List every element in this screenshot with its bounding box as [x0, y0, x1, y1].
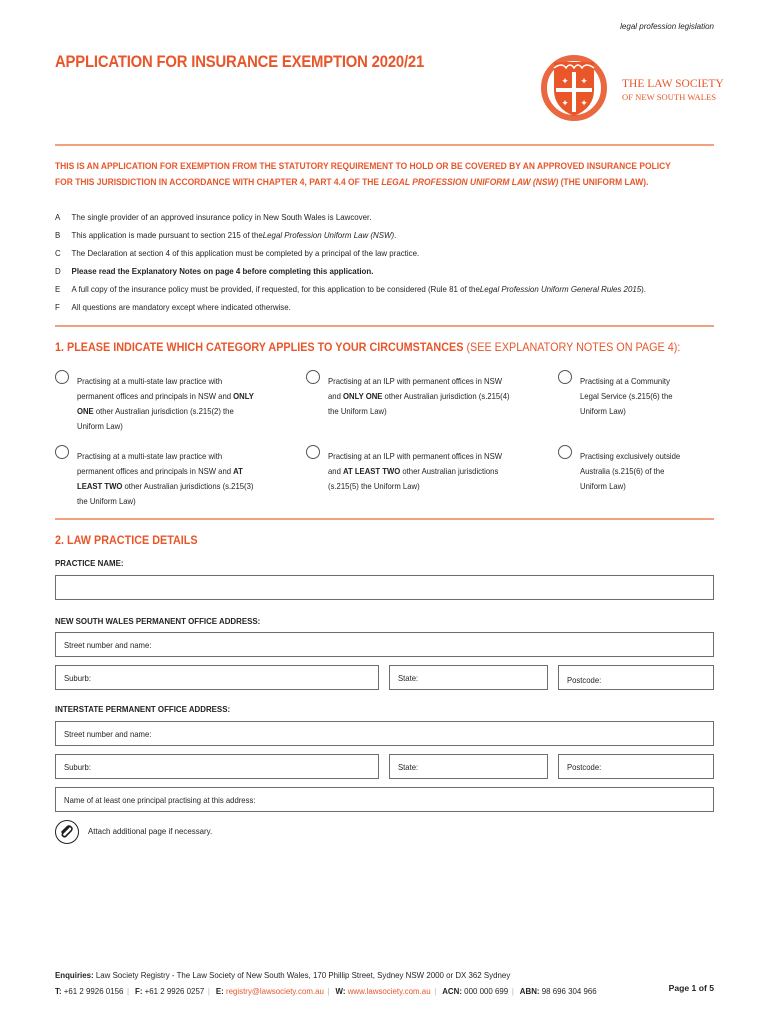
radio-button[interactable]	[558, 370, 572, 384]
option-label: Practising at an ILP with permanent offices in NSW and AT LEAST TWO other Australian jurisdictions (s.215(5) the Uniform Law)	[328, 451, 503, 491]
footer-contact-line: T: +61 2 9926 0156 | F: +61 2 9926 0257 | E: registry@lawsociety.com.au | W: www.lawsociety.com.au | ACN: 000 000 699 | ABN: 98 696 304 966	[55, 986, 597, 996]
principal-name-field[interactable]	[55, 787, 714, 812]
radio-button[interactable]	[55, 445, 69, 459]
interstate-street-field[interactable]	[55, 721, 714, 746]
note-a: A The single provider of an approved insurance policy in New South Wales is Lawcover.	[55, 212, 372, 222]
divider-top	[55, 144, 714, 146]
law-society-logo	[536, 54, 724, 124]
practice-name-label: PRACTICE NAME:	[55, 558, 124, 568]
crest-icon	[536, 54, 616, 124]
notes-list	[55, 208, 755, 316]
svg-text:✦: ✦	[561, 99, 569, 109]
paperclip-icon	[55, 820, 79, 844]
interstate-suburb-field[interactable]	[55, 754, 379, 779]
field-label: Suburb:	[64, 673, 91, 683]
header-tagline: legal profession legislation	[620, 22, 714, 31]
interstate-postcode-field[interactable]	[558, 754, 714, 779]
option-label: Practising at a multi-state law practice with permanent offices and principals in NSW and ONLY ONE other Australian jurisdiction (s.215(2) the Uniform Law)	[77, 376, 254, 431]
radio-button[interactable]	[306, 370, 320, 384]
section2-title: 2. LAW PRACTICE DETAILS	[55, 533, 198, 547]
intro-italic: LEGAL PROFESSION UNIFORM LAW (NSW)	[381, 177, 559, 187]
option-label: Practising at a Community Legal Service (s.215(6) the Uniform Law)	[580, 376, 673, 416]
nsw-street-field[interactable]	[55, 632, 714, 657]
field-label: Street number and name:	[64, 729, 152, 739]
logo-text-line1: THE LAW SOCIETY	[622, 78, 724, 90]
page-title: APPLICATION FOR INSURANCE EXEMPTION 2020/21	[55, 53, 425, 71]
nsw-postcode-field[interactable]	[558, 665, 714, 690]
option-label: Practising at a multi-state law practice with permanent offices and principals in NSW and AT LEAST TWO other Australian jurisdictions (s.215(3) the Uniform Law)	[77, 451, 254, 506]
nsw-address-label: NEW SOUTH WALES PERMANENT OFFICE ADDRESS:	[55, 616, 261, 626]
radio-button[interactable]	[306, 445, 320, 459]
interstate-state-field[interactable]	[389, 754, 548, 779]
nsw-state-field[interactable]	[389, 665, 548, 690]
intro-text: THIS IS AN APPLICATION FOR EXEMPTION FROM THE STATUTORY REQUIREMENT TO HOLD OR BE COVERED BY AN APPROVED INSURANCE POLICY FOR THIS JURISDICTION IN ACCORDANCE WITH CHAPTER 4, PART 4.4 OF THE	[55, 161, 671, 187]
field-label: Name of at least one principal practising at this address:	[64, 795, 256, 805]
note-c: C The Declaration at section 4 of this application must be completed by a principal of the law practice.	[55, 248, 420, 258]
email-link[interactable]: registry@lawsociety.com.au	[223, 986, 324, 996]
note-b: B This application is made pursuant to section 215 of the Legal Profession Uniform Law (NSW) .	[55, 230, 397, 240]
nsw-suburb-field[interactable]	[55, 665, 379, 690]
field-label: Postcode:	[567, 675, 602, 685]
note-e: E A full copy of the insurance policy must be provided, if requested, for this application to be considered (Rule 81 of the Legal Profession Uniform General Rules 2015 ).	[55, 284, 646, 294]
footer-enquiries: Enquiries: Law Society Registry - The Law Society of New South Wales, 170 Phillip Street, Sydney NSW 2000 or DX 362 Sydney	[55, 970, 511, 980]
field-label: State:	[398, 673, 419, 683]
intro-text-end: (THE UNIFORM LAW).	[558, 177, 649, 187]
radio-button[interactable]	[558, 445, 572, 459]
logo-text-line2: OF NEW SOUTH WALES	[622, 92, 716, 102]
footer-contact	[55, 967, 597, 999]
page-number: Page 1 of 5	[668, 983, 714, 993]
divider-section2	[55, 518, 714, 520]
svg-text:✦: ✦	[561, 77, 569, 87]
option-label: Practising exclusively outside Australia (s.215(6) of the Uniform Law)	[580, 451, 681, 491]
field-label: Postcode:	[567, 762, 602, 772]
note-f: F All questions are mandatory except where indicated otherwise.	[55, 302, 291, 312]
website-link[interactable]: www.lawsociety.com.au	[345, 986, 431, 996]
field-label: Street number and name:	[64, 640, 152, 650]
option-label: Practising at an ILP with permanent offices in NSW and ONLY ONE other Australian jurisdiction (s.215(4) the Uniform Law)	[328, 376, 510, 416]
intro-statement	[55, 158, 690, 190]
divider-section1	[55, 325, 714, 327]
field-label: State:	[398, 762, 419, 772]
note-d: D Please read the Explanatory Notes on page 4 before completing this application.	[55, 266, 374, 276]
practice-name-field[interactable]	[55, 575, 714, 600]
attach-note: Attach additional page if necessary.	[88, 826, 213, 836]
svg-text:✦: ✦	[580, 99, 588, 109]
svg-text:✦: ✦	[580, 77, 588, 87]
section1-title: 1. PLEASE INDICATE WHICH CATEGORY APPLIES TO YOUR CIRCUMSTANCES (SEE EXPLANATORY NOTES ON PAGE 4):	[55, 340, 681, 354]
interstate-address-label: INTERSTATE PERMANENT OFFICE ADDRESS:	[55, 704, 231, 714]
radio-button[interactable]	[55, 370, 69, 384]
field-label: Suburb:	[64, 762, 91, 772]
